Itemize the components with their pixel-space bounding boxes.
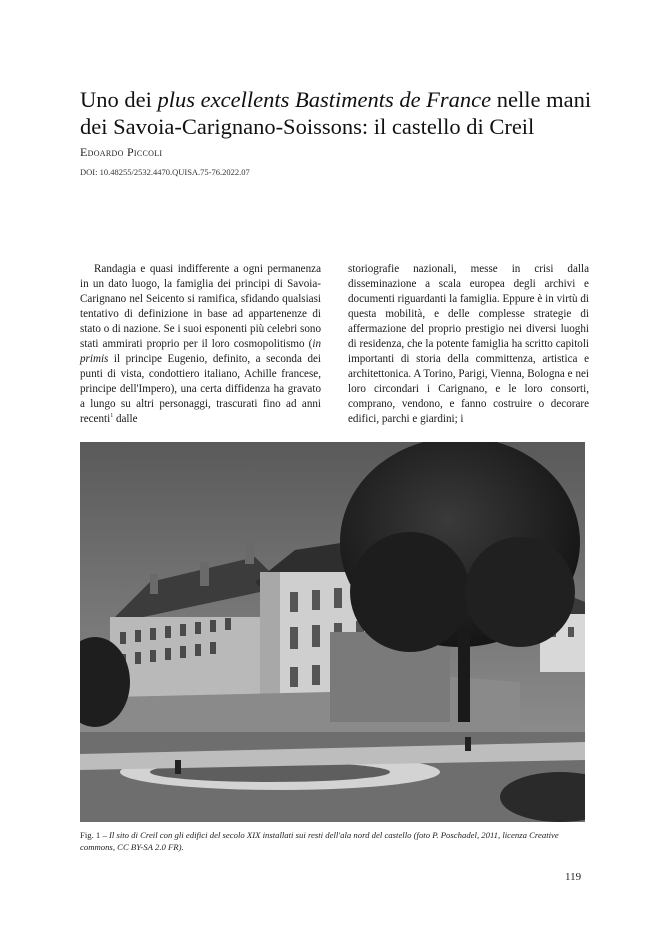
left-text-b: il principe Eugenio, definito, a seconda dei punti di vista, condottiero italiano, Achille francese, principe dell'Impero), una certa diffidenza ha gravato a lungo su altri personaggi, trascurati fino ad anni recenti — [80, 353, 321, 425]
left-text-italic: in primis — [80, 338, 321, 365]
castle-photo — [80, 442, 585, 822]
paragraph-left — [80, 262, 321, 427]
figure-caption-text: Il sito di Creil con gli edifici del secolo XIX installati sui resti dell'ala nord del castello (foto P. Poschadel, 2011, licenza Creative commons, CC BY-SA 2.0 FR). — [80, 830, 559, 852]
author-name: Edoardo Piccoli — [80, 145, 163, 159]
title-italic: plus excellents Bastiments de France — [157, 87, 492, 112]
figure-caption — [80, 829, 585, 853]
page-number: 119 — [565, 871, 582, 883]
figure-label: Fig. 1 – — [80, 830, 109, 840]
article-title — [80, 86, 600, 140]
body-column-left — [80, 262, 321, 427]
title-part1: Uno dei — [80, 87, 158, 112]
left-text-c: dalle — [113, 413, 138, 425]
left-text-a: Randagia e quasi indifferente a ogni permanenza in un dato luogo, la famiglia dei principi di Savoia-Carignano nel Seicento si ramifica, sfidando qualsiasi tentativo di definizione in base ad appartenenze di stato o di nazione. Se i suoi esponenti più celebri sono stati ammirati proprio per il loro cosmopolitismo ( — [80, 263, 321, 350]
body-column-right — [348, 262, 589, 427]
title-part2: nelle mani dei Savoia-Carignano-Soissons: il castello di Creil — [80, 87, 592, 139]
tree-trunk — [458, 632, 470, 722]
doi-line: DOI: 10.48255/2532.4470.QUISA.75-76.2022.07 — [80, 167, 250, 177]
paragraph-right: storiografie nazionali, messe in crisi dalla disseminazione a scala europea degli archivi e documenti riguardanti la famiglia. Eppure è in virtù di questa mobilità, e delle complesse strategie di affermazione del proprio prestigio nei diversi luoghi di residenza, che la potente famiglia ha scritto capitoli importanti di storia della committenza, artistica e architettonica. A Torino, Parigi, Vienna, Bologna e nei loro circondari i Carignano, e le loro consorti, comprano, vendono, e fanno costruire o decorare edifici, parchi e giardini; i — [348, 263, 589, 425]
footnote-ref[interactable]: 1 — [110, 413, 114, 419]
